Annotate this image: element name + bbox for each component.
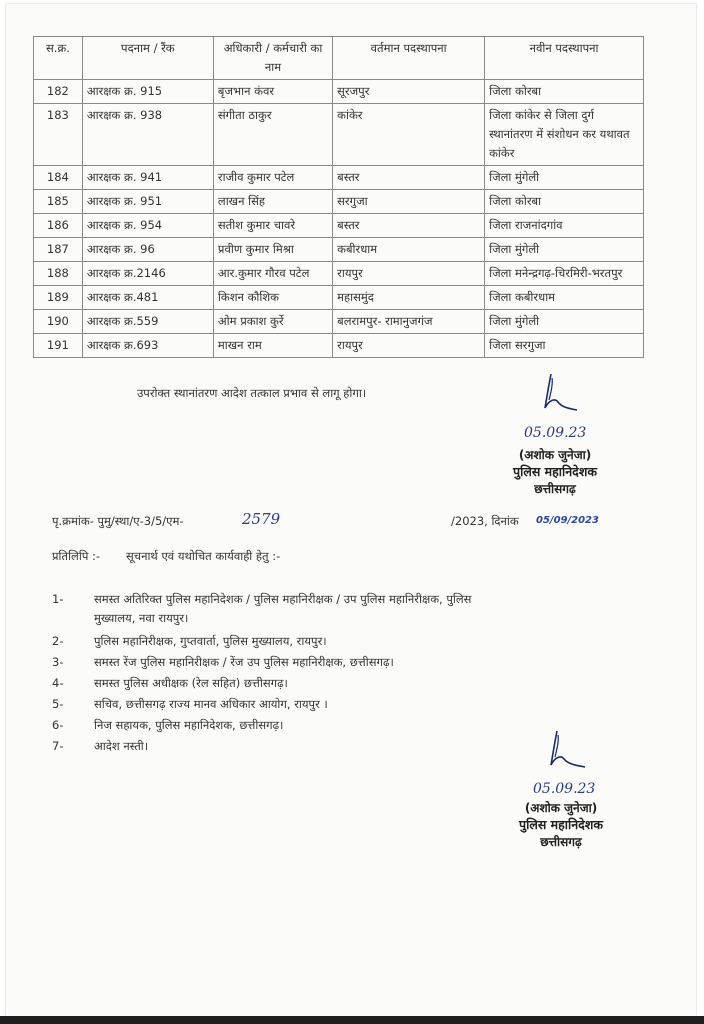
cell-name: प्रवीण कुमार मिश्रा: [213, 238, 332, 262]
recipient-number: 2-: [52, 634, 64, 648]
cell-serial: 190: [34, 310, 83, 334]
table-row: [34, 80, 644, 104]
cell-name: बृजभान कंवर: [213, 80, 332, 104]
endorsement-year-label: /2023, दिनांक: [451, 514, 519, 528]
cell-new-posting: जिला मुंगेली: [485, 238, 644, 262]
cell-name: ओम प्रकाश कुर्रे: [213, 310, 332, 334]
transfer-table: [33, 36, 644, 358]
copy-label: प्रतिलिपि :-: [52, 549, 101, 563]
cell-rank: आरक्षक क्र. 938: [82, 104, 213, 166]
header-rank: पदनाम / रैंक: [82, 37, 213, 80]
cell-serial: 186: [34, 214, 83, 238]
header-new-posting: नवीन पदस्थापना: [485, 37, 644, 80]
cell-new-posting: जिला मुंगेली: [485, 166, 644, 190]
header-name: अधिकारी / कर्मचारी का नाम: [213, 37, 332, 80]
cell-name: किशन कौशिक: [213, 286, 332, 310]
table-row: [34, 310, 644, 334]
cell-serial: 183: [34, 104, 83, 166]
table-row: [34, 334, 644, 358]
recipient-text: सचिव, छत्तीसगढ़ राज्य मानव अधिकार आयोग, रायपुर ।: [94, 697, 328, 711]
cell-serial: 191: [34, 334, 83, 358]
cell-rank: आरक्षक क्र.693: [82, 334, 213, 358]
cell-rank: आरक्षक क्र. 951: [82, 190, 213, 214]
cell-current-posting: बलरामपुर- रामानुजगंज: [333, 310, 485, 334]
cell-new-posting: जिला सरगुजा: [485, 334, 644, 358]
recipient-5: [52, 697, 632, 715]
cell-current-posting: सरगुजा: [333, 190, 485, 214]
signature-mark-bottom: [533, 727, 593, 779]
signature-date-top: 05.09.23: [524, 425, 587, 441]
copy-text: सूचनार्थ एवं यथोचित कार्यवाही हेतु :-: [126, 549, 281, 563]
cell-new-posting: जिला मनेन्द्रगढ़-चिरमिरी-भरतपुर: [485, 262, 644, 286]
cell-name: सतीश कुमार चावरे: [213, 214, 332, 238]
recipient-1: [52, 592, 632, 628]
cell-current-posting: रायपुर: [333, 262, 485, 286]
recipient-text: निज सहायक, पुलिस महानिदेशक, छत्तीसगढ़।: [94, 718, 284, 732]
recipient-number: 7-: [52, 739, 64, 753]
cell-current-posting: कबीरधाम: [333, 238, 485, 262]
signatory-state: छत्तीसगढ़: [540, 835, 582, 849]
signatory-designation: पुलिस महानिदेशक: [513, 464, 597, 479]
recipient-3: [52, 655, 632, 673]
signature-date-bottom: 05.09.23: [533, 781, 596, 797]
recipient-number: 4-: [52, 676, 64, 690]
cell-rank: आरक्षक क्र. 954: [82, 214, 213, 238]
cell-name: माखन राम: [213, 334, 332, 358]
signature-mark-top: [525, 370, 585, 422]
cell-current-posting: बस्तर: [333, 214, 485, 238]
cell-current-posting: सूरजपुर: [333, 80, 485, 104]
recipient-number: 3-: [52, 655, 64, 669]
cell-current-posting: महासमुंद: [333, 286, 485, 310]
bottom-edge-strip: [0, 1016, 704, 1024]
cell-serial: 182: [34, 80, 83, 104]
cell-serial: 187: [34, 238, 83, 262]
cell-new-posting: जिला कोरबा: [485, 190, 644, 214]
signatory-name: (अशोक जुनेजा): [518, 448, 592, 462]
signature-block-top: [500, 446, 610, 497]
cell-serial: 189: [34, 286, 83, 310]
endorsement-date-stamp: 05/09/2023: [536, 515, 599, 526]
cell-new-posting: जिला मुंगेली: [485, 310, 644, 334]
table-row: [34, 190, 644, 214]
cell-serial: 185: [34, 190, 83, 214]
recipient-number: 5-: [52, 697, 64, 711]
table-row: [34, 238, 644, 262]
signature-block-bottom: [506, 799, 616, 850]
recipient-number: 1-: [52, 592, 64, 606]
cell-name: आर.कुमार गौरव पटेल: [213, 262, 332, 286]
signatory-designation: पुलिस महानिदेशक: [519, 817, 603, 832]
endorsement-number-label: पृ.क्रमांक- पुमु/स्था/ए-3/5/एम-: [52, 514, 184, 528]
recipient-text: आदेश नस्ती।: [94, 739, 149, 753]
cell-rank: आरक्षक क्र.2146: [82, 262, 213, 286]
header-current-posting: वर्तमान पदस्थापना: [333, 37, 485, 80]
cell-name: लाखन सिंह: [213, 190, 332, 214]
table-row: [34, 286, 644, 310]
cell-new-posting: जिला कबीरधाम: [485, 286, 644, 310]
order-note: उपरोक्त स्थानांतरण आदेश तत्काल प्रभाव से लागू होगा।: [137, 386, 367, 400]
recipient-4: [52, 676, 632, 694]
table-row: [34, 214, 644, 238]
signatory-name: (अशोक जुनेजा): [524, 801, 598, 815]
recipient-text: समस्त पुलिस अधीक्षक (रेल सहित) छत्तीसगढ़।: [94, 676, 288, 690]
recipient-text-cont: मुख्यालय, नवा रायपुर।: [94, 611, 189, 625]
cell-name: राजीव कुमार पटेल: [213, 166, 332, 190]
cell-new-posting: जिला कोरबा: [485, 80, 644, 104]
table-row: [34, 166, 644, 190]
recipient-text: पुलिस महानिरीक्षक, गुप्तवार्ता, पुलिस मुख्यालय, रायपुर।: [94, 634, 327, 648]
cell-current-posting: बस्तर: [333, 166, 485, 190]
cell-rank: आरक्षक क्र.559: [82, 310, 213, 334]
cell-rank: आरक्षक क्र. 96: [82, 238, 213, 262]
cell-serial: 184: [34, 166, 83, 190]
cell-name: संगीता ठाकुर: [213, 104, 332, 166]
cell-current-posting: कांकेर: [333, 104, 485, 166]
cell-serial: 188: [34, 262, 83, 286]
table-header-row: [34, 37, 644, 80]
endorsement-number: 2579: [242, 510, 281, 528]
cell-rank: आरक्षक क्र.481: [82, 286, 213, 310]
cell-current-posting: रायपुर: [333, 334, 485, 358]
cell-rank: आरक्षक क्र. 915: [82, 80, 213, 104]
signatory-state: छत्तीसगढ़: [534, 482, 576, 496]
table-row: [34, 262, 644, 286]
recipient-text: समस्त रेंज पुलिस महानिरीक्षक / रेंज उप पुलिस महानिरीक्षक, छत्तीसगढ़।: [94, 655, 394, 669]
table-row: [34, 104, 644, 166]
cell-new-posting: जिला कांकेर से जिला दुर्ग स्थानांतरण में संशोधन कर यथावत कांकेर: [485, 104, 644, 166]
cell-rank: आरक्षक क्र. 941: [82, 166, 213, 190]
recipient-number: 6-: [52, 718, 64, 732]
cell-new-posting: जिला राजनांदगांव: [485, 214, 644, 238]
header-serial: स.क्र.: [34, 37, 83, 80]
recipient-text: समस्त अतिरिक्त पुलिस महानिदेशक / पुलिस महानिरीक्षक / उप पुलिस महानिरीक्षक, पुलिस: [94, 592, 472, 606]
recipient-2: [52, 634, 632, 652]
